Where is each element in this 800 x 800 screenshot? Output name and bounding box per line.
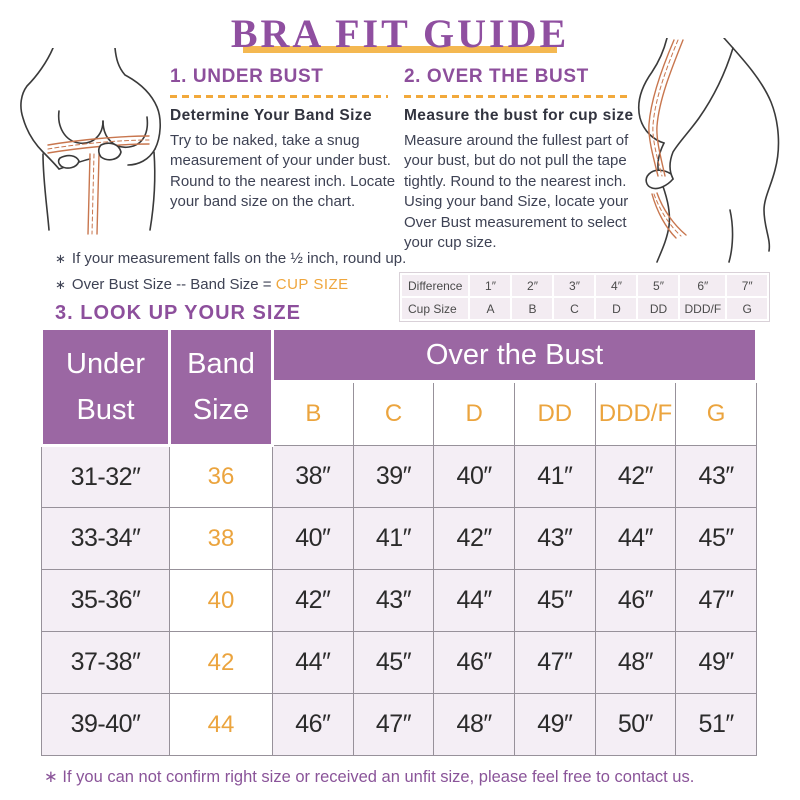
note-cup-size-formula (55, 276, 406, 293)
size-cell: 42″ (595, 446, 676, 508)
cup-size-row-label: Cup Size (402, 298, 468, 319)
over-the-bust-group-header: Over the Bust (273, 329, 757, 382)
size-cell: 41″ (514, 446, 595, 508)
cup-size-value: A (470, 298, 510, 319)
cup-column-header: DD (514, 382, 595, 446)
band-size-cell: 38 (170, 508, 273, 570)
difference-row-label: Difference (402, 275, 468, 296)
size-cell: 44″ (434, 570, 515, 632)
under-bust-cell: 35-36″ (42, 570, 170, 632)
table-row (42, 508, 757, 570)
difference-value: 2″ (512, 275, 552, 296)
section-under-bust (170, 66, 430, 213)
cup-size-highlight: CUP SIZE (275, 276, 349, 293)
size-cell: 45″ (676, 508, 757, 570)
difference-value: 1″ (470, 275, 510, 296)
size-cell: 47″ (514, 632, 595, 694)
cup-size-value: DD (638, 298, 678, 319)
size-cell: 46″ (595, 570, 676, 632)
size-cell: 49″ (514, 694, 595, 756)
dashed-divider (404, 95, 630, 98)
cup-column-header: C (353, 382, 434, 446)
size-cell: 40″ (434, 446, 515, 508)
size-cell: 40″ (273, 508, 354, 570)
table-row (42, 570, 757, 632)
difference-table (399, 272, 770, 322)
under-bust-cell: 39-40″ (42, 694, 170, 756)
cup-size-value: G (727, 298, 767, 319)
band-size-column-header: Band Size (170, 329, 273, 446)
size-cell: 43″ (514, 508, 595, 570)
size-chart-table (40, 327, 758, 756)
section-under-bust-subtitle: Determine Your Band Size (170, 107, 372, 124)
size-cell: 39″ (353, 446, 434, 508)
size-cell: 47″ (353, 694, 434, 756)
size-cell: 41″ (353, 508, 434, 570)
cup-column-header: B (273, 382, 354, 446)
size-cell: 47″ (676, 570, 757, 632)
table-row (42, 446, 757, 508)
size-cell: 48″ (434, 694, 515, 756)
size-cell: 45″ (514, 570, 595, 632)
size-cell: 50″ (595, 694, 676, 756)
footer-contact-note: ∗ If you can not confirm right size or received an unfit size, please feel free to contact us. (44, 768, 695, 786)
cup-size-value: B (512, 298, 552, 319)
asterisk-icon: ∗ (55, 251, 66, 266)
size-cell: 46″ (273, 694, 354, 756)
difference-value: 5″ (638, 275, 678, 296)
cup-size-value: D (596, 298, 636, 319)
size-cell: 48″ (595, 632, 676, 694)
table-row (402, 298, 767, 319)
size-cell: 43″ (353, 570, 434, 632)
note-half-inch-text: If your measurement falls on the ½ inch, round up. (71, 250, 407, 267)
under-bust-cell: 33-34″ (42, 508, 170, 570)
notes-block (55, 250, 406, 325)
cup-column-header: G (676, 382, 757, 446)
section-under-bust-body: Try to be naked, take a snug measurement of your under bust. Round to the nearest inch. Locate your band size on the chart. (170, 132, 396, 211)
cup-column-header: DDD/F (595, 382, 676, 446)
cup-column-header: D (434, 382, 515, 446)
section-over-bust-subtitle: Measure the bust for cup size (404, 107, 634, 124)
dashed-divider (170, 95, 388, 98)
difference-table-block (399, 272, 770, 322)
size-chart-block (40, 327, 758, 756)
section-over-bust (404, 66, 664, 253)
table-row (42, 694, 757, 756)
band-size-cell: 36 (170, 446, 273, 508)
size-cell: 44″ (273, 632, 354, 694)
under-bust-cell: 37-38″ (42, 632, 170, 694)
note-half-inch (55, 250, 406, 267)
band-size-cell: 42 (170, 632, 273, 694)
size-cell: 38″ (273, 446, 354, 508)
cup-size-value: DDD/F (680, 298, 725, 319)
size-cell: 42″ (273, 570, 354, 632)
note-formula-text: Over Bust Size -- Band Size = (71, 276, 276, 293)
asterisk-icon: ∗ (55, 277, 66, 292)
under-bust-figure-illustration (18, 48, 186, 243)
under-bust-cell: 31-32″ (42, 446, 170, 508)
difference-value: 4″ (596, 275, 636, 296)
table-row (402, 275, 767, 296)
section-over-bust-body: Measure around the fullest part of your bust, but do not pull the tape tightly. Round to the nearest inch. Using your band Size, locate your Over Bust measurement to select your cup size. (404, 132, 629, 251)
size-cell: 44″ (595, 508, 676, 570)
size-cell: 42″ (434, 508, 515, 570)
under-bust-figure-icon (18, 48, 186, 238)
section-under-bust-heading: 1. UNDER BUST (170, 66, 324, 87)
section-lookup-heading: 3. LOOK UP YOUR SIZE (55, 302, 301, 324)
section-over-bust-heading: 2. OVER THE BUST (404, 66, 589, 87)
difference-value: 7″ (727, 275, 767, 296)
size-cell: 46″ (434, 632, 515, 694)
table-header-row (42, 329, 757, 382)
size-cell: 51″ (676, 694, 757, 756)
under-bust-column-header: Under Bust (42, 329, 170, 446)
band-size-cell: 40 (170, 570, 273, 632)
size-cell: 43″ (676, 446, 757, 508)
difference-value: 6″ (680, 275, 725, 296)
cup-size-value: C (554, 298, 594, 319)
band-size-cell: 44 (170, 694, 273, 756)
table-row (42, 632, 757, 694)
size-cell: 49″ (676, 632, 757, 694)
page-title: BRA FIT GUIDE (230, 11, 570, 56)
size-cell: 45″ (353, 632, 434, 694)
difference-value: 3″ (554, 275, 594, 296)
